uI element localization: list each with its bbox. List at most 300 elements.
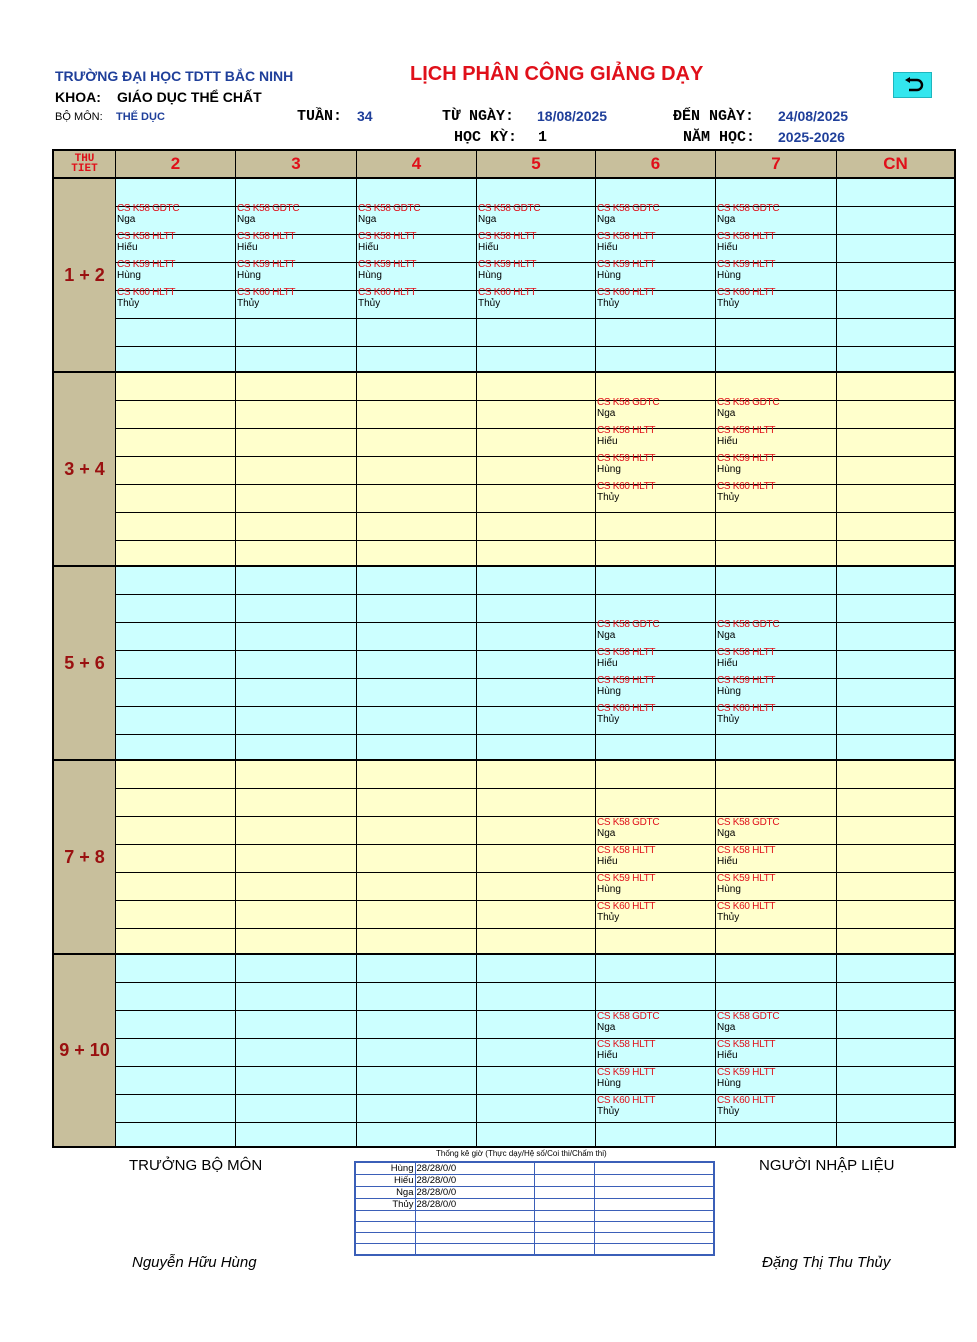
class-code: CS K58 HLTT xyxy=(237,231,296,242)
day-header-4: 4 xyxy=(357,151,477,179)
slot-cell[interactable] xyxy=(236,1095,357,1123)
assignment-1-2-day-6[interactable] xyxy=(597,203,659,225)
slot-cell[interactable] xyxy=(357,401,477,429)
slot-cell[interactable] xyxy=(716,347,837,373)
slot-cell[interactable] xyxy=(477,319,596,347)
slot-cell[interactable] xyxy=(357,541,477,567)
slot-cell[interactable] xyxy=(116,513,236,541)
slot-cell[interactable] xyxy=(236,513,357,541)
slot-cell[interactable] xyxy=(477,901,596,929)
assignment-1-2-day-7[interactable] xyxy=(717,259,775,281)
stats-table xyxy=(354,1161,715,1256)
slot-cell[interactable] xyxy=(236,983,357,1011)
class-code: CS K58 GDTC xyxy=(358,203,421,214)
slot-cell[interactable] xyxy=(477,623,596,651)
slot-cell[interactable] xyxy=(837,1011,954,1039)
class-code: CS K59 HLTT xyxy=(478,259,537,270)
assignment-9-10-day-6[interactable] xyxy=(597,1039,655,1061)
teacher-name: Nga xyxy=(717,828,736,839)
slot-cell[interactable] xyxy=(236,873,357,901)
return-arrow-icon xyxy=(902,77,924,93)
slot-cell[interactable] xyxy=(357,761,477,789)
page-title: LỊCH PHÂN CÔNG GIẢNG DẠY xyxy=(410,63,704,85)
slot-cell[interactable] xyxy=(357,1095,477,1123)
slot-cell[interactable] xyxy=(716,567,837,595)
slot-cell[interactable] xyxy=(236,623,357,651)
assignment-1-2-day-5[interactable] xyxy=(478,231,536,253)
slot-cell[interactable] xyxy=(477,567,596,595)
slot-cell[interactable] xyxy=(357,983,477,1011)
teacher-name: Thủy xyxy=(717,714,740,725)
slot-cell[interactable] xyxy=(357,429,477,457)
slot-cell[interactable] xyxy=(357,347,477,373)
assignment-9-10-day-6[interactable] xyxy=(597,1067,655,1089)
assignment-1-2-day-5[interactable] xyxy=(478,203,540,225)
slot-cell[interactable] xyxy=(236,401,357,429)
teacher-name: Thủy xyxy=(597,298,620,309)
class-code: CS K58 HLTT xyxy=(717,231,776,242)
class-code: CS K60 HLTT xyxy=(597,287,656,298)
assignment-1-2-day-2[interactable] xyxy=(117,287,175,309)
teacher-name: Hiếu xyxy=(717,856,738,867)
slot-cell[interactable] xyxy=(116,541,236,567)
slot-cell[interactable] xyxy=(236,373,357,401)
slot-cell[interactable] xyxy=(116,457,236,485)
slot-cell[interactable] xyxy=(837,679,954,707)
slot-cell[interactable] xyxy=(477,735,596,761)
slot-cell[interactable] xyxy=(477,761,596,789)
slot-cell[interactable] xyxy=(837,817,954,845)
slot-cell[interactable] xyxy=(837,235,954,263)
slot-cell[interactable] xyxy=(116,817,236,845)
slot-cell[interactable] xyxy=(596,983,716,1011)
assignment-7-8-day-7[interactable] xyxy=(717,901,775,923)
assignment-1-2-day-6[interactable] xyxy=(597,287,655,309)
stats-teacher: Hiếu xyxy=(355,1175,415,1187)
slot-cell[interactable] xyxy=(236,347,357,373)
slot-cell[interactable] xyxy=(837,623,954,651)
slot-cell[interactable] xyxy=(477,485,596,513)
assignment-3-4-day-6[interactable] xyxy=(597,397,659,419)
assignment-1-2-day-4[interactable] xyxy=(358,287,416,309)
slot-cell[interactable] xyxy=(837,789,954,817)
stats-empty xyxy=(534,1187,594,1199)
assignment-1-2-day-7[interactable] xyxy=(717,231,775,253)
slot-cell[interactable] xyxy=(837,1123,954,1146)
slot-cell[interactable] xyxy=(236,735,357,761)
khoa-label: KHOA: xyxy=(55,89,101,105)
corner-header xyxy=(54,151,116,179)
stats-teacher: Hùng xyxy=(355,1162,415,1175)
assignment-5-6-day-7[interactable] xyxy=(717,647,775,669)
assignment-7-8-day-6[interactable] xyxy=(597,845,655,867)
slot-cell[interactable] xyxy=(477,347,596,373)
slot-cell[interactable] xyxy=(596,761,716,789)
tuan-label: TUẦN: xyxy=(297,108,343,125)
assignment-1-2-day-6[interactable] xyxy=(597,231,655,253)
slot-cell[interactable] xyxy=(837,179,954,207)
slot-cell[interactable] xyxy=(716,955,837,983)
slot-cell[interactable] xyxy=(236,1067,357,1095)
assignment-9-10-day-6[interactable] xyxy=(597,1011,659,1033)
slot-cell[interactable] xyxy=(477,1039,596,1067)
slot-cell[interactable] xyxy=(477,845,596,873)
slot-cell[interactable] xyxy=(236,595,357,623)
class-code: CS K59 HLTT xyxy=(597,873,656,884)
slot-cell[interactable] xyxy=(357,789,477,817)
slot-cell[interactable] xyxy=(236,929,357,955)
slot-cell[interactable] xyxy=(716,983,837,1011)
class-code: CS K60 HLTT xyxy=(717,901,776,912)
slot-cell[interactable] xyxy=(236,679,357,707)
slot-cell[interactable] xyxy=(116,1123,236,1146)
assignment-5-6-day-7[interactable] xyxy=(717,703,775,725)
slot-cell[interactable] xyxy=(357,319,477,347)
assignment-7-8-day-6[interactable] xyxy=(597,873,655,895)
slot-cell[interactable] xyxy=(116,1067,236,1095)
slot-cell[interactable] xyxy=(357,595,477,623)
teacher-name: Hiếu xyxy=(597,436,618,447)
stats-teacher: Nga xyxy=(355,1187,415,1199)
slot-cell[interactable] xyxy=(236,789,357,817)
teacher-name: Hiếu xyxy=(597,856,618,867)
slot-cell[interactable] xyxy=(357,623,477,651)
hocky-value: 1 xyxy=(538,129,548,146)
slot-cell[interactable] xyxy=(477,955,596,983)
class-code: CS K60 HLTT xyxy=(358,287,417,298)
slot-cell[interactable] xyxy=(116,789,236,817)
slot-cell[interactable] xyxy=(236,1123,357,1146)
class-code: CS K59 HLTT xyxy=(717,873,776,884)
assignment-1-2-day-4[interactable] xyxy=(358,231,416,253)
assignment-5-6-day-6[interactable] xyxy=(597,647,655,669)
assignment-7-8-day-6[interactable] xyxy=(597,901,655,923)
assignment-1-2-day-4[interactable] xyxy=(358,203,420,225)
slot-cell[interactable] xyxy=(837,263,954,291)
slot-cell[interactable] xyxy=(357,485,477,513)
assignment-5-6-day-6[interactable] xyxy=(597,619,659,641)
slot-cell[interactable] xyxy=(236,845,357,873)
slot-cell[interactable] xyxy=(357,373,477,401)
slot-cell[interactable] xyxy=(357,457,477,485)
slot-cell[interactable] xyxy=(596,347,716,373)
slot-cell[interactable] xyxy=(837,873,954,901)
slot-cell[interactable] xyxy=(837,1039,954,1067)
slot-cell[interactable] xyxy=(236,567,357,595)
class-code: CS K60 HLTT xyxy=(478,287,537,298)
namhoc-value: 2025-2026 xyxy=(778,129,845,145)
class-code: CS K58 HLTT xyxy=(717,845,776,856)
slot-cell[interactable] xyxy=(837,347,954,373)
slot-cell[interactable] xyxy=(116,761,236,789)
teacher-name: Thủy xyxy=(717,492,740,503)
slot-cell[interactable] xyxy=(837,401,954,429)
slot-cell[interactable] xyxy=(236,1011,357,1039)
class-code: CS K59 HLTT xyxy=(597,1067,656,1078)
slot-cell[interactable] xyxy=(116,679,236,707)
class-code: CS K58 GDTC xyxy=(597,203,660,214)
slot-cell[interactable] xyxy=(116,707,236,735)
slot-cell[interactable] xyxy=(236,457,357,485)
slot-cell[interactable] xyxy=(477,983,596,1011)
class-code: CS K58 GDTC xyxy=(597,619,660,630)
slot-cell[interactable] xyxy=(837,901,954,929)
stats-row xyxy=(355,1233,714,1244)
class-code: CS K60 HLTT xyxy=(717,481,776,492)
assignment-5-6-day-7[interactable] xyxy=(717,675,775,697)
slot-cell[interactable] xyxy=(116,983,236,1011)
assignment-1-2-day-2[interactable] xyxy=(117,259,175,281)
assignment-1-2-day-7[interactable] xyxy=(717,203,779,225)
slot-cell[interactable] xyxy=(116,567,236,595)
slot-cell[interactable] xyxy=(716,929,837,955)
slot-cell[interactable] xyxy=(716,513,837,541)
slot-cell[interactable] xyxy=(236,761,357,789)
slot-cell[interactable] xyxy=(477,541,596,567)
slot-cell[interactable] xyxy=(837,513,954,541)
slot-cell[interactable] xyxy=(357,1123,477,1146)
assignment-1-2-day-7[interactable] xyxy=(717,287,775,309)
slot-cell[interactable] xyxy=(837,429,954,457)
slot-cell[interactable] xyxy=(116,651,236,679)
teacher-name: Hùng xyxy=(597,464,621,475)
class-code: CS K58 GDTC xyxy=(597,397,660,408)
slot-cell[interactable] xyxy=(357,901,477,929)
namhoc-label: NĂM HỌC: xyxy=(683,129,756,146)
stats-value: 28/28/0/0 xyxy=(415,1175,534,1187)
slot-cell[interactable] xyxy=(116,347,236,373)
corner-top: THU xyxy=(74,153,95,165)
assignment-7-8-day-7[interactable] xyxy=(717,817,779,839)
slot-cell[interactable] xyxy=(477,373,596,401)
slot-cell[interactable] xyxy=(357,955,477,983)
footer-right-name: Đặng Thị Thu Thủy xyxy=(762,1254,891,1271)
slot-cell[interactable] xyxy=(716,319,837,347)
slot-cell[interactable] xyxy=(116,319,236,347)
slot-cell[interactable] xyxy=(716,761,837,789)
slot-cell[interactable] xyxy=(837,541,954,567)
slot-cell[interactable] xyxy=(477,679,596,707)
assignment-1-2-day-6[interactable] xyxy=(597,259,655,281)
teacher-name: Nga xyxy=(597,214,616,225)
slot-cell[interactable] xyxy=(357,679,477,707)
assignment-5-6-day-7[interactable] xyxy=(717,619,779,641)
slot-cell[interactable] xyxy=(837,567,954,595)
slot-cell[interactable] xyxy=(837,929,954,955)
slot-cell[interactable] xyxy=(116,901,236,929)
slot-cell[interactable] xyxy=(477,707,596,735)
class-code: CS K59 HLTT xyxy=(597,453,656,464)
slot-cell[interactable] xyxy=(357,567,477,595)
slot-cell[interactable] xyxy=(116,623,236,651)
slot-cell[interactable] xyxy=(837,707,954,735)
assignment-1-2-day-3[interactable] xyxy=(237,287,295,309)
slot-cell[interactable] xyxy=(236,319,357,347)
slot-cell[interactable] xyxy=(837,291,954,319)
assignment-9-10-day-6[interactable] xyxy=(597,1095,655,1117)
slot-cell[interactable] xyxy=(236,1039,357,1067)
teacher-name: Thủy xyxy=(597,492,620,503)
slot-cell[interactable] xyxy=(477,457,596,485)
slot-cell[interactable] xyxy=(116,955,236,983)
slot-cell[interactable] xyxy=(596,955,716,983)
slot-cell[interactable] xyxy=(477,873,596,901)
slot-cell[interactable] xyxy=(837,1067,954,1095)
slot-cell[interactable] xyxy=(357,873,477,901)
slot-cell[interactable] xyxy=(596,319,716,347)
assignment-7-8-day-6[interactable] xyxy=(597,817,659,839)
slot-cell[interactable] xyxy=(116,735,236,761)
slot-cell[interactable] xyxy=(716,789,837,817)
slot-cell[interactable] xyxy=(357,1011,477,1039)
assignment-9-10-day-7[interactable] xyxy=(717,1095,775,1117)
slot-cell[interactable] xyxy=(116,1095,236,1123)
slot-cell[interactable] xyxy=(116,873,236,901)
assignment-3-4-day-6[interactable] xyxy=(597,481,655,503)
teacher-name: Thủy xyxy=(717,298,740,309)
slot-cell[interactable] xyxy=(477,401,596,429)
slot-cell[interactable] xyxy=(116,485,236,513)
slot-cell[interactable] xyxy=(596,541,716,567)
teacher-name: Hiếu xyxy=(597,242,618,253)
class-code: CS K60 HLTT xyxy=(717,287,776,298)
slot-cell[interactable] xyxy=(236,429,357,457)
slot-cell[interactable] xyxy=(716,735,837,761)
slot-cell[interactable] xyxy=(236,541,357,567)
assignment-3-4-day-7[interactable] xyxy=(717,425,775,447)
assignment-1-2-day-3[interactable] xyxy=(237,231,295,253)
slot-cell[interactable] xyxy=(596,1123,716,1146)
slot-cell[interactable] xyxy=(837,955,954,983)
assignment-1-2-day-5[interactable] xyxy=(478,259,536,281)
slot-cell[interactable] xyxy=(716,541,837,567)
slot-cell[interactable] xyxy=(357,817,477,845)
slot-cell[interactable] xyxy=(357,1067,477,1095)
slot-cell[interactable] xyxy=(116,429,236,457)
slot-cell[interactable] xyxy=(236,955,357,983)
slot-cell[interactable] xyxy=(116,929,236,955)
slot-cell[interactable] xyxy=(116,401,236,429)
assignment-9-10-day-7[interactable] xyxy=(717,1067,775,1089)
slot-cell[interactable] xyxy=(357,735,477,761)
slot-cell[interactable] xyxy=(236,817,357,845)
slot-cell[interactable] xyxy=(716,1123,837,1146)
slot-cell[interactable] xyxy=(477,789,596,817)
stats-row xyxy=(355,1175,714,1187)
slot-cell[interactable] xyxy=(596,789,716,817)
assignment-3-4-day-7[interactable] xyxy=(717,397,779,419)
slot-cell[interactable] xyxy=(116,595,236,623)
slot-cell[interactable] xyxy=(477,929,596,955)
slot-cell[interactable] xyxy=(116,845,236,873)
slot-cell[interactable] xyxy=(236,707,357,735)
assignment-3-4-day-7[interactable] xyxy=(717,481,775,503)
assignment-7-8-day-7[interactable] xyxy=(717,873,775,895)
slot-cell[interactable] xyxy=(837,485,954,513)
assignment-3-4-day-6[interactable] xyxy=(597,425,655,447)
slot-cell[interactable] xyxy=(357,651,477,679)
assignment-1-2-day-3[interactable] xyxy=(237,203,299,225)
assignment-9-10-day-7[interactable] xyxy=(717,1039,775,1061)
stats-value xyxy=(415,1233,534,1244)
slot-cell[interactable] xyxy=(357,513,477,541)
assignment-1-2-day-2[interactable] xyxy=(117,203,179,225)
teacher-name: Hiếu xyxy=(358,242,379,253)
assignment-1-2-day-4[interactable] xyxy=(358,259,416,281)
assignment-1-2-day-2[interactable] xyxy=(117,231,175,253)
slot-cell[interactable] xyxy=(357,1039,477,1067)
hocky-label: HỌC KỲ: xyxy=(454,129,518,146)
class-code: CS K58 HLTT xyxy=(117,231,176,242)
slot-cell[interactable] xyxy=(837,845,954,873)
slot-cell[interactable] xyxy=(596,513,716,541)
teacher-name: Nga xyxy=(717,630,736,641)
khoa-value: GIÁO DỤC THỂ CHẤT xyxy=(117,89,262,105)
slot-cell[interactable] xyxy=(477,513,596,541)
slot-cell[interactable] xyxy=(116,1011,236,1039)
teacher-name: Thủy xyxy=(237,298,260,309)
slot-cell[interactable] xyxy=(837,761,954,789)
teacher-name: Nga xyxy=(237,214,256,225)
back-button[interactable] xyxy=(893,72,932,98)
slot-cell[interactable] xyxy=(837,651,954,679)
slot-cell[interactable] xyxy=(596,735,716,761)
assignment-3-4-day-6[interactable] xyxy=(597,453,655,475)
teacher-name: Nga xyxy=(597,1022,616,1033)
slot-cell[interactable] xyxy=(477,817,596,845)
slot-cell[interactable] xyxy=(477,595,596,623)
assignment-7-8-day-7[interactable] xyxy=(717,845,775,867)
slot-cell[interactable] xyxy=(477,1067,596,1095)
stats-row xyxy=(355,1199,714,1211)
teacher-name: Hiếu xyxy=(717,436,738,447)
slot-cell[interactable] xyxy=(837,207,954,235)
slot-cell[interactable] xyxy=(837,319,954,347)
slot-cell[interactable] xyxy=(236,651,357,679)
assignment-9-10-day-7[interactable] xyxy=(717,1011,779,1033)
assignment-5-6-day-6[interactable] xyxy=(597,703,655,725)
slot-cell[interactable] xyxy=(477,651,596,679)
assignment-1-2-day-3[interactable] xyxy=(237,259,295,281)
slot-cell[interactable] xyxy=(477,1123,596,1146)
slot-cell[interactable] xyxy=(596,567,716,595)
slot-cell[interactable] xyxy=(837,735,954,761)
slot-cell[interactable] xyxy=(236,901,357,929)
slot-cell[interactable] xyxy=(837,457,954,485)
teacher-name: Hùng xyxy=(478,270,502,281)
slot-cell[interactable] xyxy=(837,1095,954,1123)
slot-cell[interactable] xyxy=(477,429,596,457)
slot-cell[interactable] xyxy=(837,983,954,1011)
slot-cell[interactable] xyxy=(596,929,716,955)
slot-cell[interactable] xyxy=(837,373,954,401)
assignment-1-2-day-5[interactable] xyxy=(478,287,536,309)
slot-cell[interactable] xyxy=(357,845,477,873)
assignment-3-4-day-7[interactable] xyxy=(717,453,775,475)
slot-cell[interactable] xyxy=(116,373,236,401)
teacher-name: Hiếu xyxy=(597,658,618,669)
teacher-name: Nga xyxy=(597,828,616,839)
slot-cell[interactable] xyxy=(837,595,954,623)
slot-cell[interactable] xyxy=(477,1011,596,1039)
slot-cell[interactable] xyxy=(116,1039,236,1067)
slot-cell[interactable] xyxy=(357,929,477,955)
assignment-5-6-day-6[interactable] xyxy=(597,675,655,697)
slot-cell[interactable] xyxy=(477,1095,596,1123)
slot-cell[interactable] xyxy=(357,707,477,735)
teacher-name: Nga xyxy=(358,214,377,225)
slot-cell[interactable] xyxy=(236,485,357,513)
